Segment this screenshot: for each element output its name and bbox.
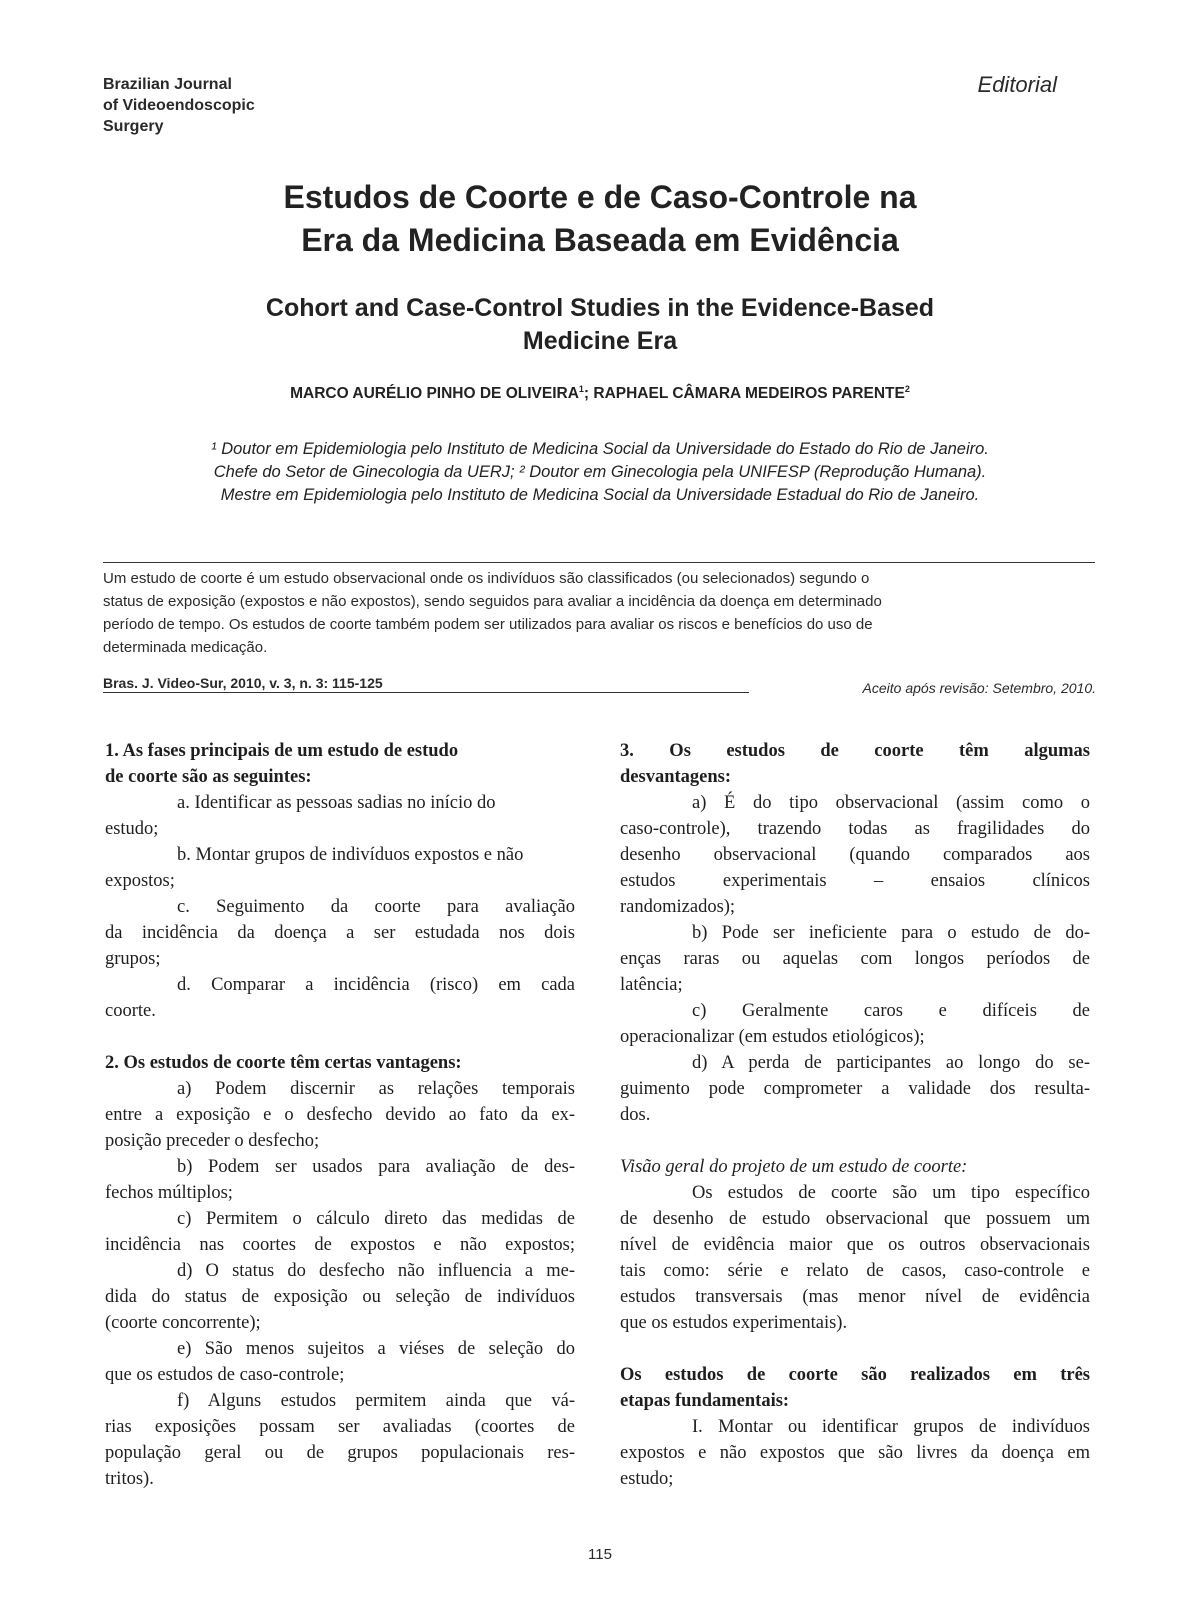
list-item: dida do status de exposição ou seleção de indivíduos xyxy=(105,1287,575,1307)
paragraph-spacer xyxy=(620,1128,1090,1154)
list-item: randomizados); xyxy=(620,897,736,917)
paragraph-spacer xyxy=(105,1024,575,1050)
affiliation-line: ¹ Doutor em Epidemiologia pelo Instituto de Medicina Social da Universidade do Estado do Rio de Janeiro. xyxy=(211,440,989,458)
list-item: c. Seguimento da coorte para avaliação xyxy=(177,897,575,917)
list-item: a) É do tipo observacional (assim como o xyxy=(692,793,1090,813)
title-line: Era da Medicina Baseada em Evidência xyxy=(301,222,899,258)
title-line: Medicine Era xyxy=(522,327,678,355)
list-item: expostos; xyxy=(105,871,175,891)
list-item: tritos). xyxy=(105,1469,154,1489)
author-affiliations xyxy=(0,438,1200,507)
list-item: entre a exposição e o desfecho devido ao fato da ex- xyxy=(105,1105,575,1125)
list-item: desenho observacional (quando comparados aos xyxy=(620,845,1090,865)
page-number: 115 xyxy=(588,1546,612,1563)
title-line: Cohort and Case-Control Studies in the Evidence-Based xyxy=(265,294,935,322)
section-heading: desvantagens: xyxy=(620,767,732,787)
article-title-english xyxy=(0,292,1200,358)
article-title-portuguese xyxy=(0,176,1200,262)
list-item: que os estudos de caso-controle; xyxy=(105,1365,345,1385)
section-heading: 2. Os estudos de coorte têm certas vantagens: xyxy=(105,1053,462,1073)
abstract xyxy=(103,567,1095,659)
list-item: incidência nas coortes de expostos e não expostos; xyxy=(105,1235,575,1255)
body-column-right xyxy=(620,738,1090,1492)
title-line: Estudos de Coorte e de Caso-Controle na xyxy=(283,179,917,215)
list-item: grupos; xyxy=(105,949,161,969)
author-separator: ; xyxy=(583,385,594,402)
list-item: estudo; xyxy=(105,819,159,839)
list-item: c) Geralmente caros e difíceis de xyxy=(692,1001,1090,1021)
paragraph-spacer xyxy=(620,1336,1090,1362)
list-item: caso-controle), trazendo todas as fragilidades do xyxy=(620,819,1090,839)
affiliation-line: Mestre em Epidemiologia pelo Instituto de Medicina Social da Universidade Estadual do Rio de Janeiro. xyxy=(220,486,980,504)
section-heading: 1. As fases principais de um estudo de estudo xyxy=(105,741,459,761)
list-item: b. Montar grupos de indivíduos expostos e não xyxy=(177,845,524,865)
paragraph-line: estudos transversais (mas menor nível de evidência xyxy=(620,1287,1090,1307)
list-item: e) São menos sujeitos a viéses de seleção do xyxy=(177,1339,575,1359)
abstract-line: período de tempo. Os estudos de coorte também podem ser utilizados para avaliar os riscos e benefícios do uso de xyxy=(103,616,873,633)
list-item: d. Comparar a incidência (risco) em cada xyxy=(177,975,575,995)
list-item: posição preceder o desfecho; xyxy=(105,1131,320,1151)
list-item: latência; xyxy=(620,975,683,995)
author-name: RAPHAEL CÂMARA MEDEIROS PARENTE xyxy=(593,385,905,402)
section-label: Editorial xyxy=(977,72,1057,97)
author-name: MARCO AURÉLIO PINHO DE OLIVEIRA xyxy=(290,385,579,402)
list-item: rias exposições possam ser avaliadas (coortes de xyxy=(105,1417,575,1437)
list-item: b) Podem ser usados para avaliação de des- xyxy=(177,1157,575,1177)
list-item: d) A perda de participantes ao longo do se- xyxy=(692,1053,1090,1073)
paragraph-line: de desenho de estudo observacional que possuem um xyxy=(620,1209,1090,1229)
section-heading: Os estudos de coorte são realizados em três xyxy=(620,1365,1090,1385)
list-item: d) O status do desfecho não influencia a me- xyxy=(177,1261,575,1281)
list-item: operacionalizar (em estudos etiológicos); xyxy=(620,1027,925,1047)
paragraph-line: tais como: série e relato de casos, caso-controle e xyxy=(620,1261,1090,1281)
section-heading: etapas fundamentais: xyxy=(620,1391,790,1411)
list-item: c) Permitem o cálculo direto das medidas de xyxy=(177,1209,575,1229)
list-item: coorte. xyxy=(105,1001,156,1021)
abstract-top-rule xyxy=(103,562,1095,563)
journal-name-line: of Videoendoscopic xyxy=(103,97,255,114)
paragraph-line: Os estudos de coorte são um tipo específico xyxy=(692,1183,1090,1203)
list-item: (coorte concorrente); xyxy=(105,1313,261,1333)
list-item: estudo; xyxy=(620,1469,674,1489)
list-item: fechos múltiplos; xyxy=(105,1183,233,1203)
abstract-line: status de exposição (expostos e não expostos), sendo seguidos para avaliar a incidência da doença em determinado xyxy=(103,593,882,610)
accepted-date: Aceito após revisão: Setembro, 2010. xyxy=(862,680,1096,696)
affiliation-marker: 1 xyxy=(578,384,584,394)
list-item: população geral ou de grupos populacionais res- xyxy=(105,1443,575,1463)
body-column-left xyxy=(105,738,575,1492)
list-item: enças raras ou aquelas com longos períodos de xyxy=(620,949,1090,969)
affiliation-marker: 2 xyxy=(904,384,910,394)
journal-name-line: Brazilian Journal xyxy=(103,76,232,93)
journal-name xyxy=(103,74,255,137)
paragraph-line: que os estudos experimentais). xyxy=(620,1313,848,1333)
citation-rule xyxy=(103,692,749,693)
list-item: I. Montar ou identificar grupos de indivíduos xyxy=(692,1417,1090,1437)
abstract-line: determinada medicação. xyxy=(103,639,268,656)
list-item: estudos experimentais – ensaios clínicos xyxy=(620,871,1090,891)
list-item: da incidência da doença a ser estudada nos dois xyxy=(105,923,575,943)
list-item: b) Pode ser ineficiente para o estudo de do- xyxy=(692,923,1090,943)
section-heading: de coorte são as seguintes: xyxy=(105,767,312,787)
section-heading: 3. Os estudos de coorte têm algumas xyxy=(620,741,1090,761)
list-item: a. Identificar as pessoas sadias no início do xyxy=(177,793,496,813)
abstract-line: Um estudo de coorte é um estudo observacional onde os indivíduos são classificados (ou selecionados) segundo o xyxy=(103,570,870,587)
author-list xyxy=(0,384,1200,403)
subsection-heading: Visão geral do projeto de um estudo de coorte: xyxy=(620,1157,968,1177)
affiliation-line: Chefe do Setor de Ginecologia da UERJ; ² Doutor em Ginecologia pela UNIFESP (Reprodução Humana). xyxy=(213,463,987,481)
list-item: f) Alguns estudos permitem ainda que vá- xyxy=(177,1391,575,1411)
citation: Bras. J. Video-Sur, 2010, v. 3, n. 3: 115-125 xyxy=(103,675,383,691)
journal-name-line: Surgery xyxy=(103,118,164,135)
paragraph-line: nível de evidência maior que os outros observacionais xyxy=(620,1235,1090,1255)
list-item: guimento pode comprometer a validade dos resulta- xyxy=(620,1079,1090,1099)
list-item: a) Podem discernir as relações temporais xyxy=(177,1079,575,1099)
list-item: dos. xyxy=(620,1105,651,1125)
list-item: expostos e não expostos que são livres da doença em xyxy=(620,1443,1090,1463)
